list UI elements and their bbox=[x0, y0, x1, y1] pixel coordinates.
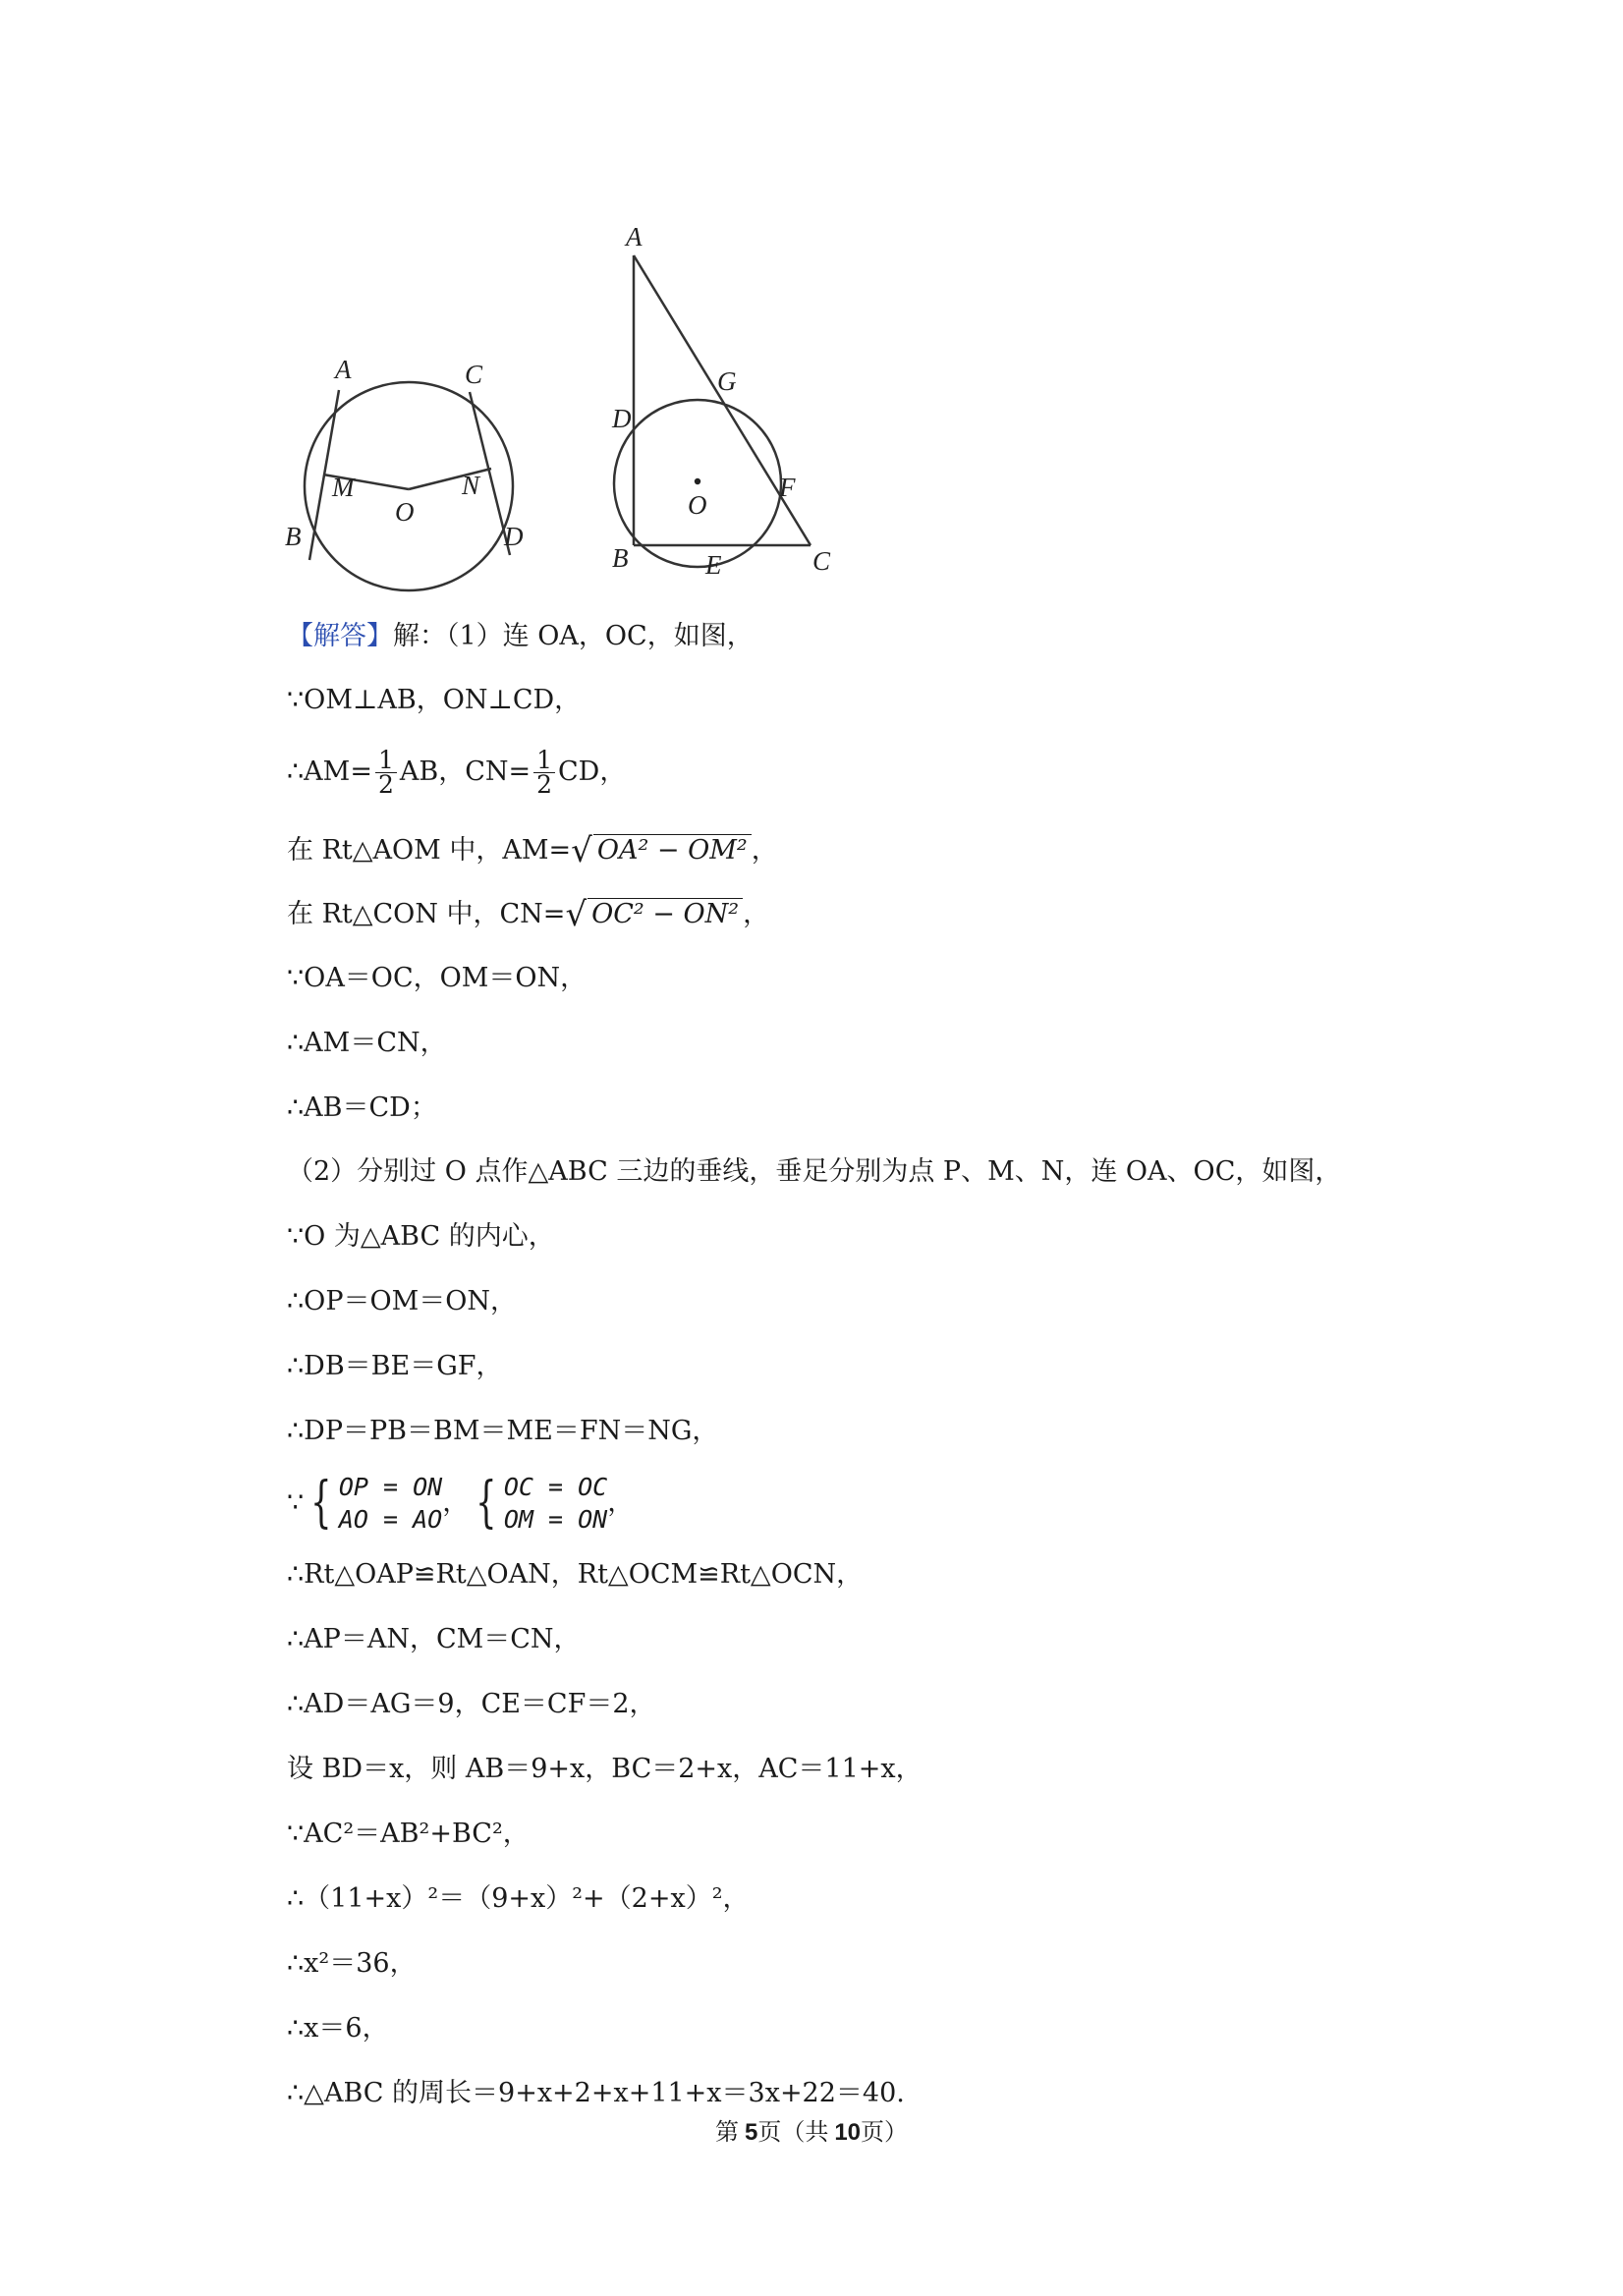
solution-line-19: ∵AC²＝AB²+BC²， bbox=[287, 1819, 530, 1849]
line14-suffix: ， bbox=[607, 1487, 635, 1518]
sqrt-expression-1: √ OA² − OM² bbox=[571, 833, 752, 868]
line5-radicand: OC² − ON² bbox=[588, 898, 743, 929]
equation-system-2: { OC = OC OM = ON bbox=[476, 1471, 608, 1535]
footer-suffix: 页） bbox=[861, 2120, 909, 2146]
system1-row2: AO = AO bbox=[338, 1505, 443, 1534]
figure-circle-chords bbox=[280, 355, 526, 594]
label-g: G bbox=[717, 366, 737, 396]
line5-suffix: ， bbox=[743, 899, 770, 929]
line5-prefix: 在 Rt△CON 中，CN= bbox=[287, 899, 566, 929]
solution-line-15: ∴Rt△OAP≌Rt△OAN，Rt△OCM≌Rt△OCN， bbox=[287, 1559, 864, 1590]
solution-line-21: ∴x²＝36， bbox=[287, 1948, 417, 1979]
footer-middle: 页（共 bbox=[757, 2120, 835, 2146]
system2-row2: OM = ON bbox=[503, 1505, 608, 1534]
label-e: E bbox=[705, 550, 722, 580]
footer-prefix: 第 bbox=[714, 2120, 745, 2146]
line3-mid: AB，CN= bbox=[399, 756, 532, 787]
label-n: N bbox=[462, 471, 480, 500]
line4-suffix: ， bbox=[751, 835, 778, 866]
frac1-num: 1 bbox=[375, 749, 397, 773]
system2-row1: OC = OC bbox=[503, 1473, 608, 1501]
fraction-half-2 bbox=[533, 746, 555, 799]
frac2-num: 1 bbox=[533, 749, 555, 773]
page-number: 5 bbox=[744, 2119, 758, 2146]
solution-line-7: ∴AM＝CN， bbox=[287, 1028, 447, 1058]
solution-line-5 bbox=[287, 897, 769, 932]
solution-line-20: ∴（11+x）²＝（9+x）²+（2+x）²， bbox=[287, 1883, 750, 1914]
label-d: D bbox=[504, 522, 524, 551]
label-c: C bbox=[812, 546, 831, 576]
line14-sep: ， bbox=[442, 1487, 470, 1518]
line1-text: 解：（1）连 OA，OC，如图， bbox=[393, 621, 754, 651]
solution-line-1 bbox=[287, 619, 754, 654]
line4-radicand: OA² − OM² bbox=[593, 834, 752, 866]
page-footer bbox=[0, 2112, 1623, 2147]
figure-triangle-incircle bbox=[594, 221, 850, 585]
solution-line-6: ∵OA＝OC，OM＝ON， bbox=[287, 963, 588, 993]
solution-line-12: ∴DB＝BE＝GF， bbox=[287, 1351, 503, 1381]
label-f: F bbox=[779, 473, 796, 502]
answer-label: 【解答】 bbox=[287, 621, 393, 651]
solution-line-13: ∴DP＝PB＝BM＝ME＝FN＝NG， bbox=[287, 1416, 719, 1446]
sqrt-expression-2: √ OC² − ON² bbox=[565, 897, 743, 932]
solution-line-4 bbox=[287, 833, 778, 868]
figures bbox=[280, 221, 869, 585]
solution-line-16: ∴AP＝AN，CM＝CN， bbox=[287, 1624, 581, 1654]
solution-line-8: ∴AB＝CD； bbox=[287, 1092, 437, 1123]
equation-system-1: { OP = ON AO = AO bbox=[310, 1471, 443, 1535]
solution-line-11: ∴OP＝OM＝ON， bbox=[287, 1286, 518, 1316]
label-b: B bbox=[612, 543, 629, 573]
solution-line-10: ∵O 为△ABC 的内心， bbox=[287, 1221, 555, 1252]
line14-prefix: ∵ bbox=[287, 1487, 305, 1518]
label-o: O bbox=[395, 497, 415, 527]
solution-line-2: ∵OM⊥AB，ON⊥CD， bbox=[287, 685, 582, 715]
center-dot bbox=[695, 478, 700, 484]
line3-prefix: ∴AM= bbox=[287, 756, 372, 787]
solution-line-22: ∴x＝6， bbox=[287, 2013, 389, 2044]
solution-line-23: ∴△ABC 的周长＝9+x+2+x+11+x＝3x+22＝40. bbox=[287, 2078, 905, 2108]
solution-line-3 bbox=[287, 746, 627, 799]
solution-line-14 bbox=[287, 1471, 634, 1536]
solution-line-9: （2）分别过 O 点作△ABC 三边的垂线，垂足分别为点 P、M、N，连 OA、OC，如图， bbox=[287, 1156, 1342, 1187]
label-b: B bbox=[285, 522, 302, 551]
system1-row1: OP = ON bbox=[338, 1473, 443, 1501]
line3-suffix: CD， bbox=[558, 756, 627, 787]
label-a: A bbox=[626, 222, 643, 252]
label-o: O bbox=[688, 490, 707, 520]
frac2-den: 2 bbox=[536, 770, 553, 799]
label-c: C bbox=[465, 360, 483, 389]
solution-line-18: 设 BD＝x，则 AB＝9+x，BC＝2+x，AC＝11+x， bbox=[287, 1754, 923, 1784]
total-pages: 10 bbox=[834, 2119, 862, 2146]
frac1-den: 2 bbox=[377, 770, 394, 799]
line4-prefix: 在 Rt△AOM 中，AM= bbox=[287, 835, 572, 866]
fraction-half-1 bbox=[375, 746, 397, 799]
label-a: A bbox=[335, 355, 352, 384]
label-m: M bbox=[332, 473, 355, 502]
label-d: D bbox=[612, 404, 632, 433]
solution-line-17: ∴AD＝AG＝9，CE＝CF＝2， bbox=[287, 1689, 656, 1719]
